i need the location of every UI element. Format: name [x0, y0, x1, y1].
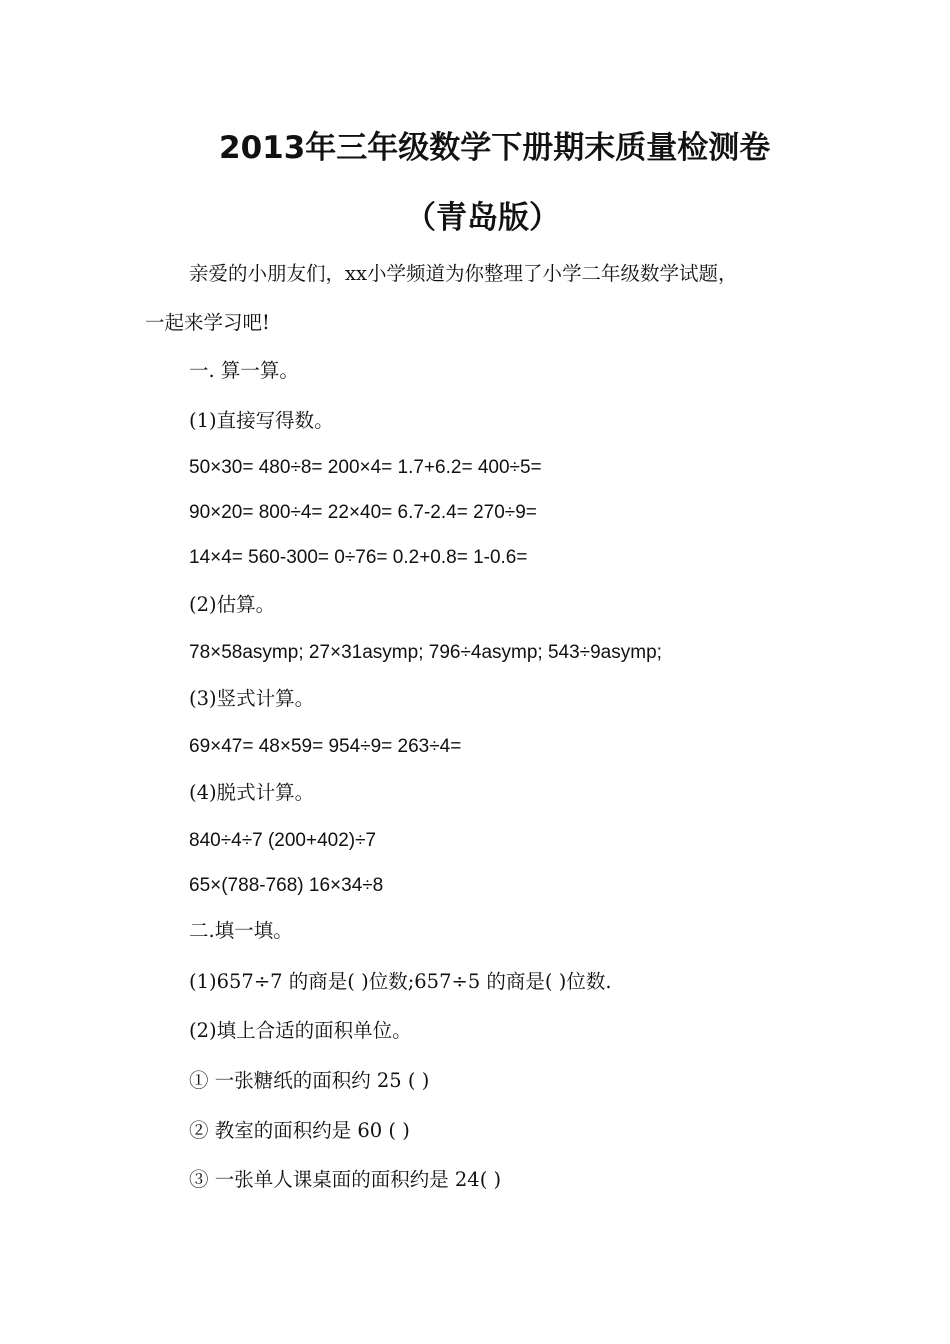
document-title: 2013年三年级数学下册期末质量检测卷	[219, 130, 771, 166]
question-3-row: 69×47= 48×59= 954÷9= 263÷4=	[189, 736, 462, 757]
question-1-row: 50×30= 480÷8= 200×4= 1.7+6.2= 400÷5=	[189, 457, 542, 478]
fill-item: ① 一张糖纸的面积约 25 ( )	[189, 1069, 430, 1092]
intro-line-1: 亲爱的小朋友们，xx小学频道为你整理了小学二年级数学试题，	[189, 262, 738, 285]
intro-line-2: 一起来学习吧!	[145, 311, 270, 334]
question-4-row: 840÷4÷7 (200+402)÷7	[189, 830, 377, 851]
section-2-heading: 二.填一填。	[189, 919, 293, 942]
question-1-row: 90×20= 800÷4= 22×40= 6.7-2.4= 270÷9=	[189, 502, 537, 523]
question-4-label: (4)脱式计算。	[189, 781, 315, 804]
document-subtitle: （青岛版）	[405, 200, 560, 236]
question-2-label: (2)估算。	[189, 593, 276, 616]
fill-question-1: (1)657÷7 的商是( )位数;657÷5 的商是( )位数.	[189, 970, 612, 993]
question-1-row: 14×4= 560-300= 0÷76= 0.2+0.8= 1-0.6=	[189, 547, 528, 568]
question-4-row: 65×(788-768) 16×34÷8	[189, 875, 384, 896]
question-2-row: 78×58asymp; 27×31asymp; 796÷4asymp; 543÷9asymp;	[189, 642, 662, 663]
fill-question-2-label: (2)填上合适的面积单位。	[189, 1019, 412, 1042]
fill-item: ③ 一张单人课桌面的面积约是 24( )	[189, 1168, 502, 1191]
fill-item: ② 教室的面积约是 60 ( )	[189, 1119, 410, 1142]
question-3-label: (3)竖式计算。	[189, 687, 315, 710]
question-1-label: (1)直接写得数。	[189, 409, 334, 432]
section-1-heading: 一. 算一算。	[189, 359, 299, 382]
